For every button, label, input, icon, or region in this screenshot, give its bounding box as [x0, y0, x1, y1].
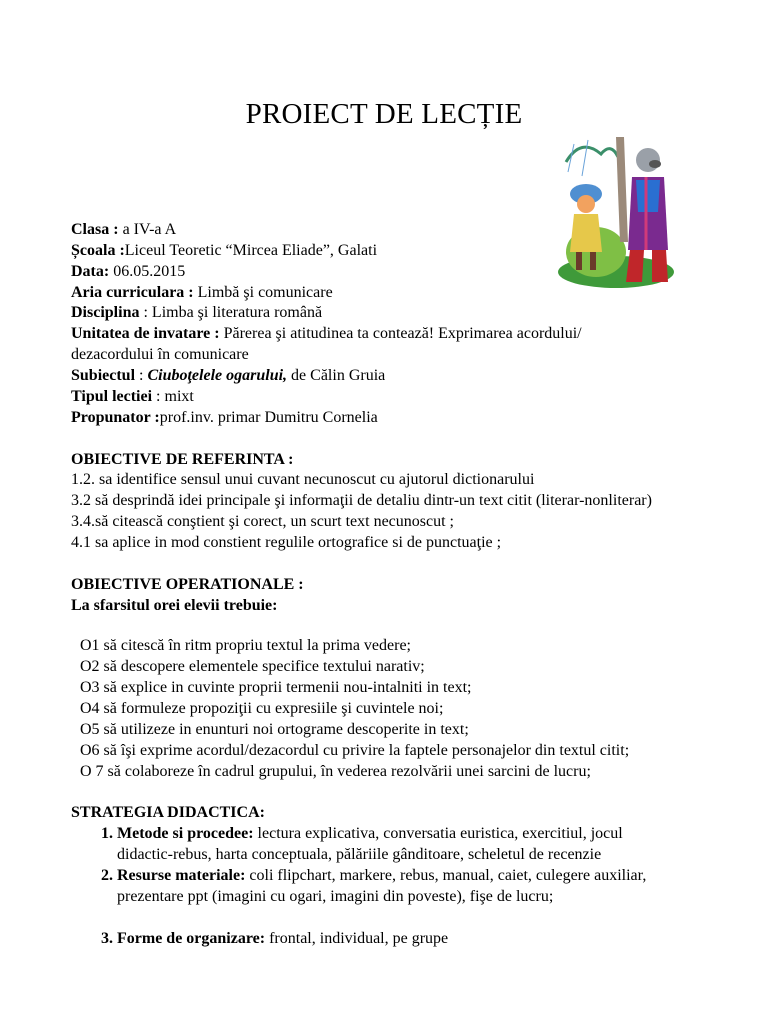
value-tipul: : mixt [152, 388, 194, 405]
strategia-item-forme [117, 929, 448, 949]
value-scoala: Liceul Teoretic “Mircea Eliade”, Galati [124, 242, 378, 259]
label-scoala: Școala : [71, 242, 125, 259]
document-title: PROIECT DE LECȚIE [245, 98, 523, 130]
subiectul-author: de Călin Gruia [287, 367, 386, 384]
value-clasa: a IV-a A [118, 221, 177, 238]
strategia-label: Resurse materiale: [117, 867, 246, 884]
label-disciplina: Disciplina [71, 304, 140, 321]
label-subiectul: Subiectul [71, 367, 136, 384]
subheading-operationale: La sfarsitul orei elevii trebuie: [71, 597, 278, 614]
strategia-num: 3. [101, 930, 113, 947]
info-tipul [71, 387, 194, 407]
operational-item: O6 să îşi exprime acordul/dezacordul cu privire la faptele personajelor din textul citit; [80, 742, 630, 759]
strategia-text: lectura explicativa, conversatia euristica, exercitiul, jocul [253, 825, 623, 842]
operational-item: O2 să descopere elementele specifice textului narativ; [80, 658, 425, 675]
operational-item: O1 să citescă în ritm propriu textul la prima vedere; [80, 637, 411, 654]
strategia-text-cont: didactic-rebus, harta conceptuala, pălăriile gânditoare, scheletul de recenzie [117, 846, 602, 863]
label-propunator: Propunator : [71, 409, 160, 426]
strategia-text: coli flipchart, markere, rebus, manual, caiet, culegere auxiliar, [245, 867, 647, 884]
info-data [71, 262, 185, 282]
value-propunator: prof.inv. primar Dumitru Cornelia [159, 409, 378, 426]
info-clasa [71, 220, 176, 240]
info-unitatea [71, 324, 582, 344]
operational-item: O 7 să colaboreze în cadrul grupului, în vederea rezolvării unei sarcini de lucru; [80, 763, 591, 780]
referinta-item: 1.2. sa identifice sensul unui cuvant necunoscut cu ajutorul dictionarului [71, 471, 535, 488]
strategia-num: 1. [101, 825, 113, 842]
heading-strategia: STRATEGIA DIDACTICA: [71, 804, 265, 821]
subiectul-sep: : [135, 367, 148, 384]
info-disciplina [71, 303, 322, 323]
value-unitatea-2: dezacordului în comunicare [71, 346, 249, 363]
label-aria: Aria curriculara : [71, 284, 194, 301]
label-tipul: Tipul lectiei [71, 388, 153, 405]
label-data: Data: [71, 263, 110, 280]
label-clasa: Clasa : [71, 221, 119, 238]
heading-referinta: OBIECTIVE DE REFERINTA : [71, 451, 294, 468]
info-subiectul [71, 366, 385, 386]
story-illustration [556, 132, 676, 290]
value-unitatea-1: Părerea şi atitudinea ta contează! Exprimarea acordului/ [219, 325, 582, 342]
referinta-item: 4.1 sa aplice in mod constient regulile ortografice si de punctuaţie ; [71, 534, 502, 551]
info-scoala [71, 241, 377, 261]
strategia-label: Metode si procedee: [117, 825, 254, 842]
value-aria: Limbă şi comunicare [193, 284, 333, 301]
label-unitatea: Unitatea de invatare : [71, 325, 220, 342]
strategia-label: Forme de organizare: [117, 930, 266, 947]
value-disciplina: : Limba şi literatura română [139, 304, 323, 321]
strategia-item-metode [117, 824, 623, 844]
info-propunator [71, 408, 378, 428]
operational-item: O3 să explice in cuvinte proprii termenii nou-intalniti in text; [80, 679, 472, 696]
info-aria [71, 283, 333, 303]
subiectul-title: Ciuboţelele ogarului, [147, 367, 288, 384]
value-data: 06.05.2015 [109, 263, 186, 280]
referinta-item: 3.2 să desprindă idei principale şi informaţii de detaliu dintr-un text citit (literar-nonliterar) [71, 492, 652, 509]
strategia-text: frontal, individual, pe grupe [265, 930, 449, 947]
strategia-text-cont: prezentare ppt (imagini cu ogari, imagini din poveste), fişe de lucru; [117, 888, 554, 905]
operational-item: O5 să utilizeze in enunturi noi ortograme descoperite in text; [80, 721, 469, 738]
referinta-item: 3.4.să citească conştient şi corect, un scurt text necunoscut ; [71, 513, 454, 530]
operational-item: O4 să formuleze propoziţii cu expresiile şi cuvintele noi; [80, 700, 444, 717]
heading-operationale: OBIECTIVE OPERATIONALE : [71, 576, 304, 593]
strategia-item-resurse [117, 866, 646, 886]
strategia-num: 2. [101, 867, 113, 884]
